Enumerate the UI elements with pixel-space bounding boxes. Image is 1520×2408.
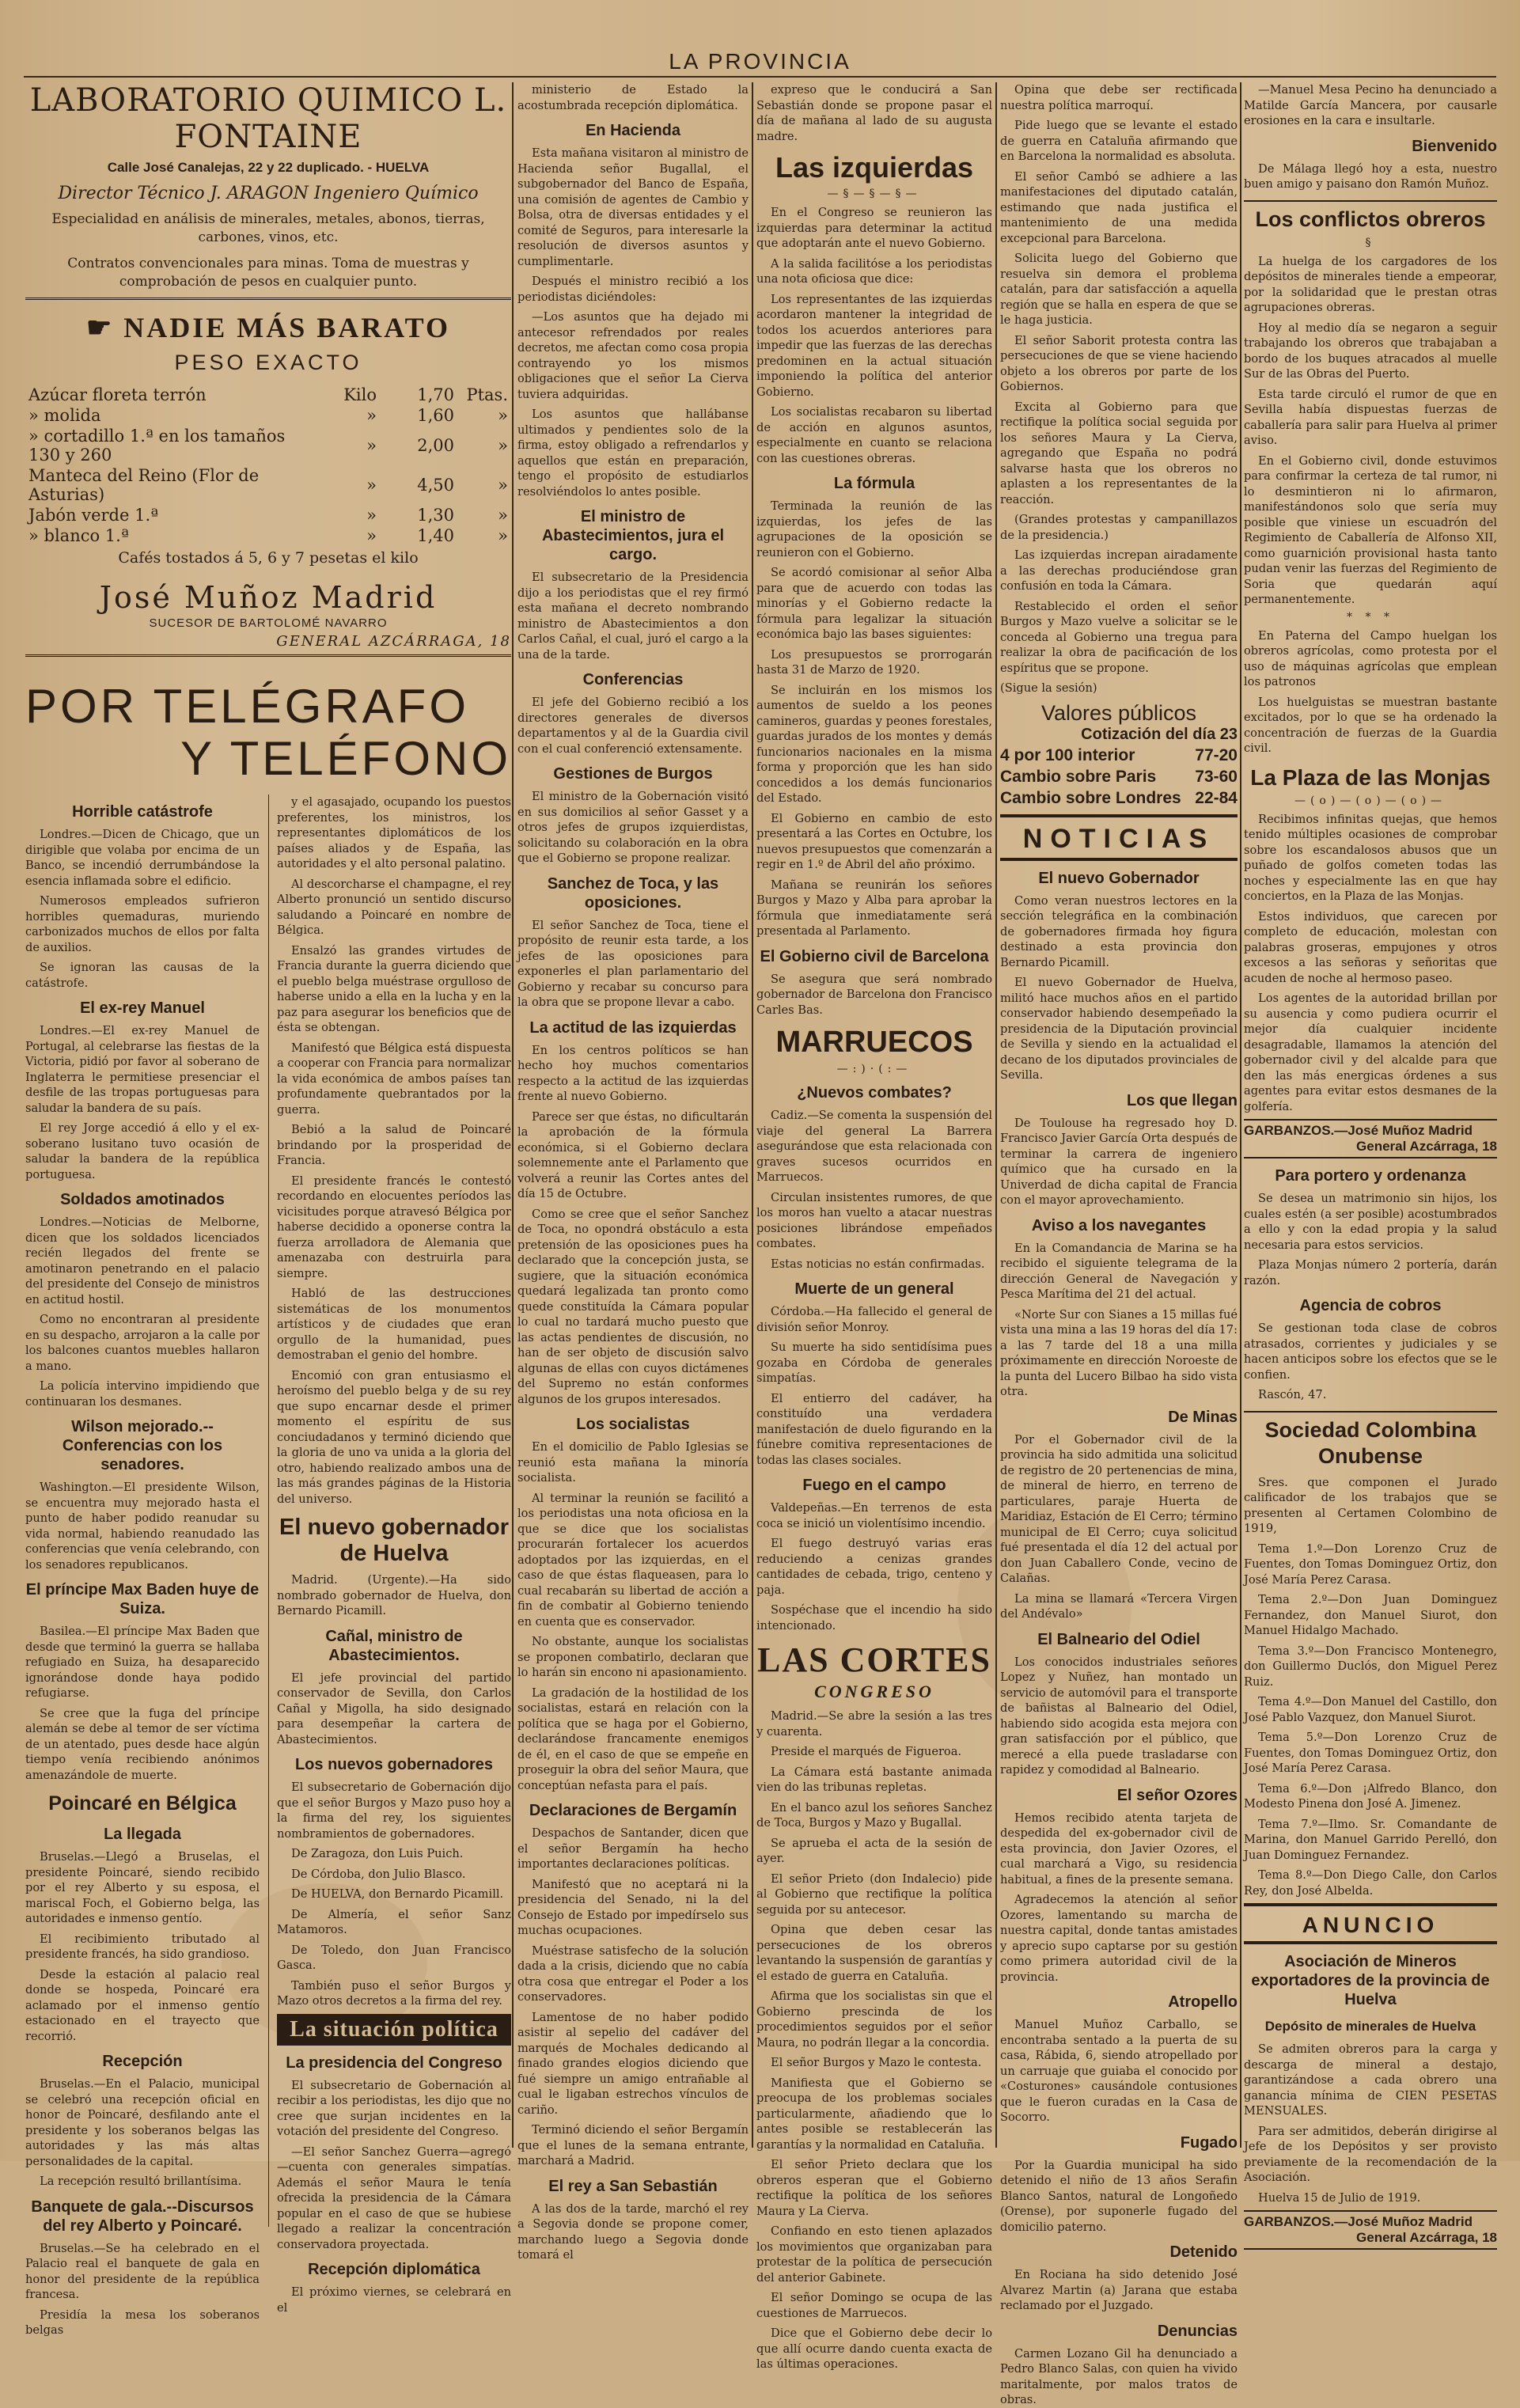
price-tail: » bbox=[498, 506, 508, 525]
lab-title: LABORATORIO QUIMICO L. FONTAINE bbox=[29, 82, 507, 155]
subcolumn-rule bbox=[268, 794, 269, 2227]
lab-address: Calle José Canalejas, 22 y 22 duplicado. - HUELVA bbox=[107, 160, 430, 175]
price-value: 1,40 bbox=[417, 526, 454, 545]
article-text: Sospéchase que el incendio ha sido intencionado. bbox=[756, 1603, 992, 1633]
jm-sucesor: SUCESOR DE BARTOLOMÉ NAVARRO bbox=[149, 616, 388, 630]
article-text: Para ser admitidos, deberán dirigirse al Jefe de los Depósitos y ser provisto previamente de la recomendación de la Asociación. bbox=[1244, 2124, 1497, 2184]
article-text: ministerio de Estado la acostumbrada recepción diplomática. bbox=[517, 83, 749, 112]
article-text: Los representantes de las izquierdas acordaron mantener la integridad de todos los acuerdos anteriores para impedir que las fuerzas de las derechas predominen en la actual situación imponiendo la política del anterior Gobierno. bbox=[756, 292, 992, 399]
article-text: Se admiten obreros para la carga y descarga de mineral a destajo, garantizándose a cada obrero una ganancia mínima de CIEN PESETAS MENSUALES. bbox=[1244, 2042, 1497, 2118]
list-item: De Zaragoza, don Luis Puich. bbox=[291, 1847, 464, 1860]
headline-banquete: Banquete de gala.--Discursos del rey Alberto y Poincaré. bbox=[31, 2198, 254, 2235]
article-text: De Toulouse ha regresado hoy D. Francisco Javier García Orta después de terminar la carrera de ingeniero químico que ha cursado en la Univerdad de dicha capital de Francia con el mayor aprovechamiento. bbox=[1000, 1116, 1238, 1207]
headline-combates: ¿Nuevos combates? bbox=[797, 1084, 952, 1102]
valores-row bbox=[1000, 768, 1238, 787]
article-text: Manifestó que Bélgica está dispuesta a cooperar con Francia para normalizar la vida económica de ambos países tan profundamente quebrantados por la guerra. bbox=[277, 1041, 511, 1117]
list-item: Tema 3.º—Don Francisco Montenegro, don Guillermo Duclós, don Miguel Perez Ruiz. bbox=[1244, 1644, 1497, 1689]
price-tail: » bbox=[498, 436, 508, 455]
price-tail: » bbox=[498, 526, 508, 545]
lab-specialty: Especialidad en análisis de minerales, metales, abonos, tierras, carbones, vinos, etc. bbox=[51, 211, 485, 245]
article-text: Esta mañana visitaron al ministro de Hacienda señor Bugallal, el subgobernador del Banco de España, una comisión de agentes de Cambio y Bolsa, otra de diversas entidades y el comité de Seguros, para interesarle la resolución de diversos asuntos y cumplimentarle. bbox=[517, 146, 749, 268]
headline-llegan: Los que llegan bbox=[1126, 1091, 1238, 1109]
article-text: El Gobierno en cambio de esto presentará a las Cortes en Octubre, los nuevos presupuestos que comenzarán a regir en 1.º de Abril del año próximo. bbox=[756, 811, 992, 871]
headline-ozores: El señor Ozores bbox=[1116, 1786, 1238, 1804]
article-text: El subsecretario de Gobernación dijo que el señor Burgos y Mazo puso hoy a la firma del rey, los siguientes nombramientos de gobernadores. bbox=[277, 1780, 511, 1841]
headline-nuevos-gobernadores: Los nuevos gobernadores bbox=[294, 1756, 494, 1773]
headline-agencia-cobros: Agencia de cobros bbox=[1299, 1297, 1442, 1314]
article-date: Huelva 15 de Julio de 1919. bbox=[1258, 2190, 1421, 2205]
price-unit: » bbox=[366, 506, 377, 525]
article-text: El entierro del cadáver, ha constituído una verdadera manifestación de duelo figurando en la fúnebre comitiva representaciones de todas las clases sociales. bbox=[756, 1391, 992, 1467]
valores-cotizacion: Cotización del día 23 bbox=[1081, 725, 1238, 743]
list-item: Tema 7.º—Ilmo. Sr. Comandante de Marina, don Manuel Garrido Perelló, don Juan Dominguez Fernandez. bbox=[1244, 1817, 1497, 1862]
headline-minas: De Minas bbox=[1168, 1408, 1238, 1426]
headline-las-cortes: LAS CORTES bbox=[757, 1640, 991, 1679]
ornament: § bbox=[1365, 236, 1376, 249]
article-text: Se acordó comisionar al señor Alba para que de acuerdo con todas las minorías y el Gobierno redacte la fórmula para legalizar la situación económica bajo las bases siguientes: bbox=[756, 566, 992, 641]
valores-label: Cambio sobre Londres bbox=[1000, 788, 1181, 807]
valores-label: Cambio sobre Paris bbox=[1000, 767, 1157, 786]
article-text: Madrid.—Se abre la sesión a las tres y cuarenta. bbox=[756, 1709, 992, 1739]
situacion-politica-banner: La situación política bbox=[277, 2014, 511, 2046]
headline-noticias: NOTICIAS bbox=[1022, 823, 1215, 854]
article-text: Como veran nuestros lectores en la sección telegráfica en la combinación de gobernadores firmada hoy figura destinado a esta provincia don Bernardo Picamill. bbox=[1000, 893, 1238, 969]
article-text: Por la Guardia municipal ha sido detenido el niño de 13 años Serafin Blanco Santos, natural de Longoñedo (Orense), por suponerle fugado del domicilio paterno. bbox=[1000, 2158, 1238, 2234]
headline-bergamin: Declaraciones de Bergamín bbox=[529, 1802, 737, 1819]
garbanzos-ad: GARBANZOS.—José Muñoz Madrid General Azcárraga, 18 bbox=[1244, 1119, 1497, 1158]
article-text: Se gestionan toda clase de cobros atrasados, corrientes y judiciales y se hacen anticipos sobre los efectos que se le confien. bbox=[1244, 1322, 1497, 1382]
lab-director: Director Técnico J. ARAGON Ingeniero Químico bbox=[58, 184, 479, 203]
column-rule bbox=[1240, 82, 1241, 2148]
list-item: De Córdoba, don Julio Blasco. bbox=[291, 1867, 466, 1881]
price-row bbox=[25, 385, 511, 405]
article-text: A la salida facilitóse a los periodistas una nota oficiosa que dice: bbox=[756, 256, 992, 286]
article-text: El señor Prieto (don Indalecio) pide al Gobierno que rectifique la política seguida por su antecesor. bbox=[756, 1871, 992, 1917]
article-text: Hemos recibido atenta tarjeta de despedida del ex-gobernador civil de esta provincia, don Javier Ozores, el cual marchará a Vigo, su residencia habitual, a fines de la presente semana. bbox=[1000, 1811, 1238, 1887]
article-text: Los asuntos que hallábanse ultimados y pendientes solo de la firma, estoy obligado a refrendarlos y aquellos que están en preparación, tengo el propósito de estudiarlos resolviéndolos lo antes posible. bbox=[517, 408, 749, 499]
article-text: Se aprueba el acta de la sesión de ayer. bbox=[756, 1836, 992, 1865]
article-text: También puso el señor Burgos y Mazo otros decretos a la firma del rey. bbox=[277, 1978, 511, 2008]
article-text: En el Gobierno civil, donde estuvimos para confirmar la certeza de tal rumor, ni lo desmintieron ni lo afirmaron, manifestándonos solo que sería muy posible que viniese un escuadrón del Regimiento de Caballería de Alfonso XII, como guarnición provisional hasta tanto pudan venir las fuerzas del Regimiento de Soria que quedarán aquí permanentemente. bbox=[1244, 453, 1497, 606]
article-text: —El señor Sanchez Guerra—agregó—cuenta con generales simpatías. Además el señor Maura le tenía ofrecida la presidencia de la Cámara popular en el caso de que se hubiese llegado a realizar la concentración conservadora proyectada. bbox=[277, 2144, 511, 2251]
headline-marruecos: MARRUECOS bbox=[775, 1026, 973, 1059]
price-value: 1,30 bbox=[417, 506, 454, 525]
article-text: Circulan insistentes rumores, de que los moros han vuelto a atacar nuestras posiciones librándose empeñados combates. bbox=[756, 1190, 992, 1250]
price-unit: Kilo bbox=[343, 385, 377, 404]
price-value: 1,70 bbox=[417, 385, 454, 404]
headline-navegantes: Aviso a los navegantes bbox=[1031, 1216, 1207, 1234]
article-text: Opina que debe ser rectificada nuestra política marroquí. bbox=[1000, 83, 1238, 112]
article-text: Los huelguistas se muestran bastante excitados, por lo que se ha ordenado la concentración de fuerzas de la Guardia civil. bbox=[1244, 695, 1497, 755]
article-text: No obstante, aunque los socialistas se proponen combatirlo, declaran que lo harán sin encono ni apasionamiento. bbox=[517, 1635, 749, 1679]
headline-portero: Para portero y ordenanza bbox=[1275, 1167, 1466, 1185]
ornament: —§—§—§— bbox=[827, 188, 922, 200]
price-item: » cortadillo 1.ª en los tamaños 130 y 260 bbox=[28, 427, 286, 465]
headline-poincare: Poincaré en Bélgica bbox=[48, 1792, 237, 1815]
list-item: Tema 5.º—Don Lorenzo Cruz de Fuentes, don Tomas Dominguez Ortiz, don José María Perez Carasa. bbox=[1244, 1731, 1497, 1775]
ornament: * * * bbox=[1347, 610, 1394, 624]
article-text: Córdoba.—Ha fallecido el general de división señor Monroy. bbox=[756, 1305, 992, 1334]
price-item: » molida bbox=[28, 406, 101, 425]
ornament: —(o)—(o)—(o)— bbox=[1294, 794, 1447, 807]
article-text: El subsecretario de Gobernación al recibir a los periodistas, les dijo que no cree que surjan incidentes en la votación del presidente del Congreso. bbox=[277, 2078, 511, 2138]
article-text: En el domicilio de Pablo Iglesias se reunió esta mañana la minoría socialista. bbox=[517, 1440, 749, 1485]
list-item: Tema 8.º—Don Diego Calle, don Carlos Rey, don José Albelda. bbox=[1244, 1868, 1497, 1898]
headline-baden: El príncipe Max Baden huye de Suiza. bbox=[25, 1581, 260, 1617]
article-text: El jefe del Gobierno recibió a los directores generales de diversos departamentos y al de la Guardia civil con el cual conferenció extensamente. bbox=[517, 696, 749, 756]
article-text: —Manuel Mesa Pecino ha denunciado a Matilde García Mancera, por causarle erosiones en la cara e insultarle. bbox=[1244, 83, 1497, 127]
headline-conferencias: Conferencias bbox=[582, 671, 684, 688]
column-4 bbox=[1000, 82, 1238, 2406]
price-item: Jabón verde 1.ª bbox=[28, 506, 159, 525]
article-text: Valdepeñas.—En terrenos de esta coca se inició un violentísimo incendio. bbox=[756, 1501, 992, 1530]
article-text: Se cree que la fuga del príncipe alemán se debe al temor de ser víctima de un atentado, pues desde hace algún tiempo venía recibiendo anónimos amenazándole de muerte. bbox=[25, 1706, 260, 1782]
article-text: Terminada la reunión de las izquierdas, los jefes de las agrupaciones de la oposición se reunieron con el Gobierno. bbox=[756, 499, 992, 559]
price-row bbox=[25, 465, 511, 505]
headline-presidencia: La presidencia del Congreso bbox=[286, 2053, 502, 2072]
headline-formula: La fórmula bbox=[833, 475, 915, 492]
price-item: Manteca del Reino (Flor de Asturias) bbox=[28, 466, 260, 504]
price-unit: » bbox=[366, 406, 377, 425]
headline-gestiones: Gestiones de Burgos bbox=[553, 765, 713, 783]
headline-llegada: La llegada bbox=[104, 1826, 181, 1843]
headline-soldados: Soldados amotinados bbox=[60, 1191, 225, 1208]
article-text: La huelga de los cargadores de los depósitos de minerales tiende a empeorar, por la solidaridad que le prestan otras agrupaciones obreras. bbox=[1244, 254, 1497, 314]
article-text: Bruselas.—En el Palacio, municipal se celebró una recepción oficial en honor de Poincaré, desfilando ante el presidente y los soberanos belgas las autoridades y las más altas personalidades de la capital. bbox=[25, 2077, 260, 2168]
article-text: Basilea.—El príncipe Max Baden que desde que terminó la guerra se hallaba refugiado en Suiza, ha desaparecido ignorándose donde haya podido refugiarse. bbox=[25, 1625, 260, 1700]
article-text: Londres.—Dicen de Chicago, que un dirigible que volaba por encima de un Banco, se incendió derrumbándose la esencia inflamada sobre el edificio. bbox=[25, 828, 260, 888]
price-value: 1,60 bbox=[417, 406, 454, 425]
article-text: Bruselas.—Llegó a Bruselas, el presidente Poincaré, siendo recibido por el rey Alberto y su esposa, el mariscal Foch, el Gobierno belga, las autoridades e inmenso gentío. bbox=[25, 1850, 260, 1925]
column-rule bbox=[512, 82, 514, 2148]
article-text: Parece ser que éstas, no dificultarán la aprobación de la fórmula económica, si el Gobierno declara solemnemente ante el Parlamento que volverá a reunir las Cortes antes del día 15 de Octubre. bbox=[517, 1109, 749, 1200]
noticias-banner bbox=[1000, 814, 1238, 861]
headline-hacienda: En Hacienda bbox=[585, 122, 681, 139]
article-text: Se ignoran las causas de la catástrofe. bbox=[25, 961, 260, 990]
article-text: El próximo viernes, se celebrará en el bbox=[277, 2285, 511, 2315]
price-table bbox=[25, 385, 511, 546]
article-text: Esta tarde circuló el rumor de que en Sevilla había dispuestas fuerzas de caballería para salir para Huelva al primer aviso. bbox=[1244, 387, 1497, 447]
article-text: Se incluirán en los mismos los aumentos de sueldo a los peones camineros, guardas y peones forestales, guardas jurados de los montes y demás funcionarios nacionales en la misma forma y proporción que les han sido concedidos a los demás funcionarios del Estado. bbox=[756, 683, 992, 805]
valores-row bbox=[1000, 789, 1238, 808]
headline-deposito: Depósito de minerales de Huelva bbox=[1264, 2019, 1476, 2034]
article-text: Ensalzó las grandes virtudes de Francia durante la guerra diciendo que el pueblo belga muéstrase orgulloso de haberse unido a ella en la lucha y en la paz para asegurar los beneficios que de ésta se obtengan. bbox=[277, 943, 511, 1034]
article-text: Manifestó que no aceptará ni la presidencia del Senado, ni la del Consejo de Estado por impedírselo sus muchas ocupaciones. bbox=[517, 1877, 749, 1937]
headline-balneario: El Balneario del Odiel bbox=[1037, 1630, 1200, 1648]
masthead-rule bbox=[24, 76, 1496, 78]
article-text: Pide luego que se levante el estado de guerra en Cataluña afirmando que en Barcelona la normalidad es absoluta. bbox=[1000, 119, 1238, 163]
article-text: Agradecemos la atención al señor Ozores, lamentando su marcha de nuestra capital, donde tantas amistades y aprecio supo captarse por su gestión como primera autoridad civil de la provincia. bbox=[1000, 1893, 1238, 1984]
garbanzos-ad: GARBANZOS.—José Muñoz Madrid General Azcárraga, 18 bbox=[1244, 2210, 1497, 2250]
headline-sanchez-toca: Sanchez de Toca, y las oposiciones. bbox=[547, 874, 719, 912]
price-item: » blanco 1.ª bbox=[28, 526, 129, 545]
article-text: Cadiz.—Se comenta la suspensión del viaje del general La Barrera asegurándose que esta relacionada con graves sucesos ocurridos en Marruecos. bbox=[756, 1109, 992, 1184]
article-text: Como no encontraran al presidente en su despacho, arrojaron a la calle por los balcones cuantos muebles hallaron a mano. bbox=[25, 1313, 260, 1373]
article-text: La mina se llamará «Tercera Virgen del Andévalo» bbox=[1000, 1591, 1238, 1621]
cafes-line: Cafés tostados á 5, 6 y 7 pesetas el kilo bbox=[118, 549, 419, 567]
valores-row bbox=[1000, 746, 1238, 765]
price-item: Azúcar floreta terrón bbox=[28, 385, 207, 404]
article-text: Hoy al medio día se negaron a seguir trabajando los obreros que trabajaban a bordo de los buques atracados al muelle Sur de las Obras del Puerto. bbox=[1244, 320, 1497, 381]
article-text: Dice que el Gobierno debe decir lo que allí ocurre dando cuenta exacta de las últimas operaciones. bbox=[756, 2326, 992, 2371]
column-2 bbox=[517, 82, 749, 2262]
headline-socialistas: Los socialistas bbox=[576, 1416, 690, 1433]
article-text: El ministro de la Gobernación visitó en sus domicilios al señor Gasset y a otros jefes de grupos izquierdistas, solicitando su colaboración en la obra que el Gobierno se propone realizar. bbox=[517, 790, 749, 865]
column-3 bbox=[756, 82, 992, 2371]
valores-rows bbox=[1000, 746, 1238, 808]
article-text: expreso que le conducirá a San Sebastián donde se propone pasar el día de mañana al lado de su augusta madre. bbox=[756, 83, 992, 143]
article-text: Como se cree que el señor Sanchez de Toca, no opondrá obstáculo a esta pretensión de las oposiciones pues ha declarado que la concepción justa, se sugiere, que la situación económica quedará legalizada tan pronto como quede constituída la Cámara popular lo cual no tardará mucho puesto que las actas pendientes de discusión, no han de ser objeto de discusión salvo algunas de ellas con cuyos dictámenes del Supremo no están conformes algunos de los grupos interesados. bbox=[517, 1207, 749, 1406]
headline-nuevo-gob: El nuevo Gobernador bbox=[1038, 869, 1200, 887]
price-row bbox=[25, 505, 511, 525]
article-text: En los centros políticos se han hecho hoy muchos comentarios respecto a la actitud de las izquierdas frente al nuevo Gobierno. bbox=[517, 1043, 749, 1103]
article-text: Lamentose de no haber podido asistir al sepelio del cadáver del marqués de Mochales dedicando al finado grandes elogios diciendo que fué siempre un amigo entrañable al cual le ligaban estrechos vínculos de cariño. bbox=[517, 2010, 749, 2117]
article-text: Terminó diciendo el señor Bergamín que el lunes de la semana entrante, marchará a Madrid. bbox=[517, 2123, 749, 2167]
headline-nuevo-gobernador: El nuevo gobernador de Huelva bbox=[279, 1515, 510, 1566]
jm-name: José Muñoz Madrid bbox=[99, 580, 438, 615]
article-text: El señor Saborit protesta contra las persecuciones de que se viene haciendo objeto a los obreros por parte de los Gobiernos. bbox=[1000, 333, 1238, 393]
article-text: A las dos de la tarde, marchó el rey a Segovia donde se propone comer, marchando luego a Segovia donde tomará el bbox=[517, 2201, 749, 2262]
article-text: Desde la estación al palacio real donde se hospeda, Poincaré era aclamado por el inmenso gentío estacionado en el trayecto que recorrió. bbox=[25, 1967, 260, 2043]
column-rule bbox=[995, 82, 997, 2148]
headline-recepcion: Recepción bbox=[102, 2053, 183, 2070]
article-text: Después el ministro recibió a los periodistas diciéndoles: bbox=[517, 275, 749, 304]
article-text: Su muerte ha sido sentidísima pues gozaba en Córdoba de generales simpatías. bbox=[756, 1341, 992, 1385]
headline-wilson: Wilson mejorado.--Conferencias con los senadores. bbox=[62, 1418, 223, 1473]
column-1 bbox=[25, 82, 511, 2337]
article-text: Estos individuos, que carecen por completo de educación, molestan con palabras groseras, empujones y otros excesos a las señoras y señoritas que acuden de noche al hermoso paseo. bbox=[1244, 909, 1497, 985]
list-item: Tema 4.º—Don Manuel del Castillo, don José Pablo Vazquez, don Manuel Siurot. bbox=[1244, 1695, 1497, 1724]
masthead: LA PROVINCIA bbox=[669, 49, 851, 74]
price-row bbox=[25, 525, 511, 546]
article-text: y el agasajado, ocupando los puestos preferentes, los ministros, los representantes diplomáticos de los países aliados y de España, las autoridades y el alto personal palatino. bbox=[277, 795, 511, 870]
list-item: Tema 1.º—Don Lorenzo Cruz de Fuentes, don Tomas Dominguez Ortiz, don José María Perez Carasa. bbox=[1244, 1541, 1497, 1587]
peso-exacto: PESO EXACTO bbox=[174, 351, 362, 374]
article-text: Mañana se reunirán los señores Burgos y Mazo y Alba para aprobar la fórmula que inmediatamente será presentada al Parlamento. bbox=[756, 878, 992, 938]
price-row bbox=[25, 405, 511, 426]
subcolumn-right bbox=[277, 794, 511, 2315]
article-text: La recepción resultó brillantísima. bbox=[40, 2175, 242, 2188]
headline-exrey: El ex-rey Manuel bbox=[80, 999, 205, 1017]
article-text: Las izquierdas increpan airadamente a las derechas produciéndose gran confusión en toda la Cámara. bbox=[1000, 548, 1238, 593]
price-row bbox=[25, 426, 511, 465]
price-value: 2,00 bbox=[417, 436, 454, 455]
price-unit: » bbox=[366, 526, 377, 545]
headline-muerte-general: Muerte de un general bbox=[794, 1280, 954, 1298]
article-text: El señor Domingo se ocupa de las cuestiones de Marruecos. bbox=[756, 2291, 992, 2320]
article-text: Se asegura que será nombrado gobernador de Barcelona don Francisco Carles Bas. bbox=[756, 972, 992, 1017]
article-text: La policía intervino impidiendo que continuaran los desmanes. bbox=[25, 1379, 260, 1409]
list-item: Tema 6.º—Don ¡Alfredo Blanco, don Modesto Pinena don José A. Jimenez. bbox=[1244, 1781, 1497, 1811]
list-item: De HUELVA, don Bernardo Picamill. bbox=[291, 1887, 504, 1901]
article-text: (Grandes protestas y campanillazos de la presidencia.) bbox=[1000, 513, 1238, 542]
article-text: El presidente francés le contestó recordando en elocuentes períodos las vicisitudes porque atravesó Bélgica por haberse decidido a oponerse contra la fuerza arrolladora de Alemania que amenazaba con destruirla para siempre. bbox=[277, 1174, 511, 1280]
headline-asociacion: Asociación de Mineros exportadores de la provincia de Huelva bbox=[1251, 1953, 1490, 2008]
article-text: Al descorcharse el champagne, el rey Alberto pronunció un sentido discurso saludando a Poincaré en nombre de Bélgica. bbox=[277, 877, 511, 937]
headline-congreso: CONGRESO bbox=[814, 1682, 934, 1701]
headline-fuego: Fuego en el campo bbox=[802, 1477, 946, 1494]
article-text: Confiando en esto tienen aplazados los movimientos que organizaban para protestar de la política de persecución del anterior Gabinete. bbox=[756, 2224, 992, 2285]
article-text: La Cámara está bastante animada vien do las tribunas repletas. bbox=[756, 1765, 992, 1794]
anuncio-banner bbox=[1244, 1903, 1497, 1944]
article-text: «Norte Sur con Sianes a 15 millas fué vista una mina a las 19 horas del día 17: a las 7 tarde del 18 a una milla próximamente en dirección Noroeste de la punta del Lucero Bilbao ha sido vista otra. bbox=[1000, 1307, 1238, 1398]
article-text: Estas noticias no están confirmadas. bbox=[771, 1257, 985, 1271]
valores-value: 73-60 bbox=[1195, 767, 1238, 786]
article-text: Manifiesta que el Gobierno se preocupa de los problemas sociales particularmente, añadiendo que lo antes posible se restablecerán las garantías y la normalidad en Cataluña. bbox=[756, 2076, 992, 2152]
article-text: El nuevo Gobernador de Huelva, militó hace muchos años en el partido conservador habiendo desempeñado la presidencia de la Diputación provincial de Sevilla y siendo en la actualidad el decano de los diputados provinciales de Sevilla. bbox=[1000, 976, 1238, 1082]
article-text: El rey Jorge accedió á ello y el ex-soberano lusitano tuvo ocasión de saludar la bandera de la república portuguesa. bbox=[25, 1121, 260, 1181]
article-text: Excita al Gobierno para que rectifique la política social seguida por los señores Maura y La Cierva, agregando que España no podrá salvarse hasta que los obreros no aplasten a los representantes de la reacción. bbox=[1000, 400, 1238, 506]
list-item: De Almería, el señor Sanz Matamoros. bbox=[277, 1907, 511, 1936]
article-text: Rascón, 47. bbox=[1258, 1388, 1327, 1401]
price-tail: » bbox=[498, 406, 508, 425]
headline-plaza-monjas: La Plaza de las Monjas bbox=[1250, 764, 1491, 790]
article-text: Los presupuestos se prorrogarán hasta 31 de Marzo de 1920. bbox=[756, 647, 992, 677]
headline-izquierdas: Las izquierdas bbox=[775, 151, 974, 184]
article-text: El subsecretario de la Presidencia dijo a los periodistas que el rey firmó esta mañana el decreto nombrando ministro de Abastecimientos a don Carlos Cañal, el cual, juró el cargo a la una de la tarde. bbox=[517, 571, 749, 662]
article-text: Al terminar la reunión se facilitó a los periodistas una nota oficiosa en la que se dice que los socialistas procurarán fortalecer los acuerdos adoptados por las izquierdas, en el caso de que éstas flaqueasen, para lo cual recabarán su libertad de acción a fin de combatir al Gobierno teniendo en cuenta que es conservador. bbox=[517, 1491, 749, 1629]
article-text: —Los asuntos que ha dejado mi antecesor refrendados por reales decretos, me afectan como cosa propia contrayendo yo los mismos obligaciones que el señor La Cierva tuviera adquiridas. bbox=[517, 310, 749, 401]
article-text: (Sigue la sesión) bbox=[1000, 681, 1097, 695]
article-text: Habló de las destrucciones sistemáticas de los monumentos artísticos y de ciudades que eran orgullo de la humanidad, pues demostraban el genio del hombre. bbox=[277, 1287, 511, 1362]
gobernadores-list bbox=[277, 1846, 511, 1974]
article-text: Encomió con gran entusiasmo el heroísmo del pueblo belga y de su rey que supo encarnar desde el primer momento el espíritu de sus conciudadanos y terminó diciendo que la gloria de uno va unida a la gloria del otro, habiendo realizado ambos una de las más grandes páginas de la Historia del universo. bbox=[277, 1368, 511, 1506]
pointing-hand-icon: ☛ bbox=[86, 312, 124, 343]
headline-denuncias: Denuncias bbox=[1157, 2322, 1238, 2340]
valores-label: 4 por 100 interior bbox=[1000, 745, 1135, 764]
article-text: Por el Gobernador civil de la provincia ha sido admitida una solicitud de registro de 20 pertenencias de mina, de mineral de hierro, en terreno de particulares, paraje Huerta de Maridiaz, Estación de El Cerro; término municipal de El Cerro; cuya solicitud fué presentada el día 12 del actual por don Juan Caballero Conde, vecino de Calañas. bbox=[1000, 1432, 1238, 1585]
article-text: Madrid. (Urgente).—Ha sido nombrado gobernador de Huelva, don Bernardo Picamill. bbox=[277, 1573, 511, 1617]
article-text: Bruselas.—Se ha celebrado en el Palacio real el banquete de gala en honor del presidente de la república francesa. bbox=[25, 2241, 260, 2301]
article-text: Sres. que componen el Jurado calificador de los trabajos que se presenten al Certamen Colombino de 1919, bbox=[1244, 1475, 1497, 1535]
article-text: Manuel Muñoz Carballo, se encontraba sentado a la puerta de su casa, Rábida, 6, siendo atropellado por un carruaje que guiaba el conocido por «Costurones» causándole contusiones que le fueron curadas en la Casa de Socorro. bbox=[1000, 2018, 1238, 2124]
valores-value: 77-20 bbox=[1195, 745, 1238, 764]
article-text: En la Comandancia de Marina se ha recibido el siguiente telegrama de la dirección General de Navegación y Pesca Marítima del 21 del actual. bbox=[1000, 1241, 1238, 1301]
article-text: Plaza Monjas número 2 portería, darán razón. bbox=[1244, 1258, 1497, 1287]
price-unit: » bbox=[366, 436, 377, 455]
article-text: El fuego destruyó varias eras reduciendo a cenizas grandes cantidades de cebada, trigo, centeno y paja. bbox=[756, 1537, 992, 1597]
article-text: En el Congreso se reunieron las izquierdas para determinar la actitud que adoptarán ante el nuevo Gobierno. bbox=[756, 206, 992, 250]
lab-contracts: Contratos convencionales para minas. Toma de muestras y comprobación de pesos en cualquier punto. bbox=[67, 256, 469, 290]
article-text: En Rociana ha sido detenido José Alvarez Martin (a) Jarana que estaba reclamado por el Juzgado. bbox=[1000, 2268, 1238, 2312]
article-text: El jefe provincial del partido conservador de Sevilla, don Carlos Cañal y Migolla, ha sido designado para desempeñar la cartera de Abastecimientos. bbox=[277, 1670, 511, 1746]
headline-recepcion-diplomatica: Recepción diplomática bbox=[308, 2261, 480, 2278]
headline-fugado: Fugado bbox=[1180, 2133, 1238, 2152]
article-text: La gradación de la hostilidad de los socialistas, estará en relación con la política que se haga por el Gobierno, declarándose francamente enemigos de él, en el caso de que se empeñe en proseguir la obra del señor Maura, que conceptúan nefasta para el país. bbox=[517, 1686, 749, 1792]
column-rule bbox=[752, 82, 753, 2148]
article-text: Bebió a la salud de Poincaré brindando por la prosperidad de Francia. bbox=[277, 1123, 511, 1167]
valores-publicos bbox=[1000, 701, 1238, 808]
headline-sociedad-colombina: Sociedad Colombina Onubense bbox=[1244, 1411, 1497, 1469]
headline-horrible: Horrible catástrofe bbox=[72, 803, 213, 821]
article-text: Carmen Lozano Gil ha denunciado a Pedro Blanco Salas, con quien ha vivido maritalmente, por malos tratos de obras. bbox=[1000, 2346, 1238, 2406]
article-text: El señor Cambó se adhiere a las manifestaciones del diputado catalán, estimando que nada justifica el mantenimiento de una medida excepcional para Barcelona. bbox=[1000, 169, 1238, 245]
subcolumn-left bbox=[25, 794, 260, 2337]
price-value: 4,50 bbox=[417, 476, 454, 495]
headline-canal: Cañal, ministro de Abastecimientos. bbox=[325, 1627, 463, 1664]
article-text: El señor Burgos y Mazo le contesta. bbox=[771, 2056, 982, 2069]
article-text: Numerosos empleados sufrieron horribles quemaduras, muriendo carbonizados muchos de ellos por falta de auxilios. bbox=[25, 894, 260, 954]
article-text: Preside el marqués de Figueroa. bbox=[771, 1745, 962, 1758]
headline-bienvenido: Bienvenido bbox=[1412, 137, 1497, 155]
valores-title: Valores públicos bbox=[1040, 700, 1197, 725]
article-text: Restablecido el orden el señor Burgos y Mazo vuelve a solicitar se le conceda al Gobierno una tregua para realizar la obra de pacificación de los espíritus que se propone. bbox=[1000, 599, 1238, 675]
article-text: Recibimos infinitas quejas, que hemos tenido múltiples ocasiones de comprobar sobre los escandalosos abusos que un puñado de golfos cometen todas las noches y especialmente las en que hay conciertos, en la Plaza de las Monjas. bbox=[1244, 812, 1497, 903]
price-ad bbox=[25, 298, 511, 657]
headline-atropello: Atropello bbox=[1168, 1993, 1238, 2011]
jm-address: GENERAL AZCÁRRAGA, 18 bbox=[276, 633, 511, 650]
headline-gobierno-barcelona: El Gobierno civil de Barcelona bbox=[760, 947, 989, 965]
article-text: En el banco azul los señores Sanchez de Toca, Burgos y Mazo y Bugallal. bbox=[756, 1800, 992, 1830]
section-headline: POR TELÉGRAFO Y TELÉFONO bbox=[25, 680, 511, 785]
headline-anuncio: ANUNCIO bbox=[1302, 1913, 1439, 1937]
list-item: Tema 2.º—Don Juan Dominguez Fernandez, don Manuel Siurot, don Manuel Hidalgo Machado. bbox=[1244, 1593, 1497, 1637]
article-text: Muéstrase satisfecho de la solución dada a la crisis, diciendo que no cabía otra cosa que entregar el Poder a los conservadores. bbox=[517, 1943, 749, 2004]
article-text: Solicita luego del Gobierno que resuelva sin demora el problema catalán, para dar satisfacción a aquella región que se halla en espera de que se le haga justicia. bbox=[1000, 252, 1238, 327]
valores-value: 22-84 bbox=[1195, 788, 1238, 807]
article-text: El señor Prieto declara que los obreros esperan que el Gobierno rectifique la política de los señores Maura y La Cierva. bbox=[756, 2158, 992, 2218]
article-text: Los socialistas recabaron su libertad de acción en algunos asuntos, especialmente en cuanto se relaciona con las cuestiones obreras. bbox=[756, 405, 992, 465]
article-text: En Paterna del Campo huelgan los obreros agrícolas, como protesta por el uso de máquinas agrícolas que emplean los patronos bbox=[1244, 628, 1497, 688]
article-text: Presidía la mesa los soberanos belgas bbox=[25, 2308, 260, 2337]
price-tail: » bbox=[498, 476, 508, 495]
article-text: Londres.—Noticias de Melborne, dicen que los soldados licenciados recién llegados del frente se amotinaron penetrando en el palacio del presidente del Consejo de ministros en actitud hostil. bbox=[25, 1215, 260, 1306]
headline-abastecimientos: El ministro de Abastecimientos, jura el cargo. bbox=[541, 508, 725, 563]
price-tail: Ptas. bbox=[466, 385, 508, 404]
article-text: Despachos de Santander, dicen que el señor Bergamín ha hecho importantes declaraciones políticas. bbox=[517, 1826, 749, 1871]
article-text: El señor Sanchez de Toca, tiene el propósito de reunir esta tarde, a los jefes de las oposiciones para exponerles el plan parlamentario del Gobierno y recabar su concurso para la obra que se propone llevar a cabo. bbox=[517, 918, 749, 1009]
article-text: Los agentes de la autoridad brillan por su ausencia y como pudiera ocurrir el mejor día cualquier incidente desagradable, llamamos la atención del gobernador civil y del alcalde para que den las más energicas órdenes a sus agentes para evitar estos desmanes de la golfería. bbox=[1244, 992, 1497, 1113]
article-text: Londres.—El ex-rey Manuel de Portugal, al celebrarse las fiestas de la Victoria, pidió por favor al soberano de Inglaterra le permitiese presenciar el desfile de las tropas portuguesas para saludar la bandera de su país. bbox=[25, 1024, 260, 1115]
article-text: Se desea un matrimonio sin hijos, los cuales estén (a ser posible) acostumbrados a ello y con la edad propia y la salud necesaria para estos servicios. bbox=[1244, 1192, 1497, 1252]
article-text: Los conocidos industriales señores Lopez y Nuñez, han montado un servicio de automóvil para el transporte de bañistas al Balneario del Odiel, habiendo sido acogida esta mejora con gran satisfacción por el público, que merecé a ella puede trasladarse con rapidez y comodidad al Balneario. bbox=[1000, 1655, 1238, 1777]
article-text: El recibimiento tributado al presidente francés, ha sido grandioso. bbox=[25, 1932, 260, 1961]
article-text: Afirma que los socialistas sin que el Gobierno prescinda de los procedimientos seguidos por el señor Maura, no podrán llegar a la concordia. bbox=[756, 1989, 992, 2050]
list-item: De Toledo, don Juan Francisco Gasca. bbox=[277, 1943, 511, 1972]
price-unit: » bbox=[366, 476, 377, 495]
ornament: —:)·(:— bbox=[836, 1063, 912, 1075]
headline-actitud: La actitud de las izquierdas bbox=[529, 1018, 737, 1037]
article-text: De Málaga llegó hoy a esta, nuestro buen amigo y paisano don Ramón Muñoz. bbox=[1244, 161, 1497, 191]
nadie-headline: ☛ NADIE MÁS BARATO bbox=[86, 312, 450, 343]
headline-detenido: Detenido bbox=[1169, 2243, 1238, 2261]
jurado-list bbox=[1244, 1541, 1497, 1899]
article-text: Opina que deben cesar las persecuciones de los obreros levantando la suspensión de garantías y el estado de guerra en Cataluña. bbox=[756, 1923, 992, 1983]
article-text: Washington.—El presidente Wilson, se encuentra muy mejorado hasta el punto de haber podido reanudar su vida normal, habiendo reanudado las conferencias que venía celebrando, con los senadores republicanos. bbox=[25, 1481, 260, 1572]
column-5 bbox=[1244, 82, 1497, 2245]
headline-rey-san-sebastian: El rey a San Sebastián bbox=[548, 2177, 718, 2195]
headline-conflictos: Los conflictos obreros bbox=[1244, 200, 1497, 233]
